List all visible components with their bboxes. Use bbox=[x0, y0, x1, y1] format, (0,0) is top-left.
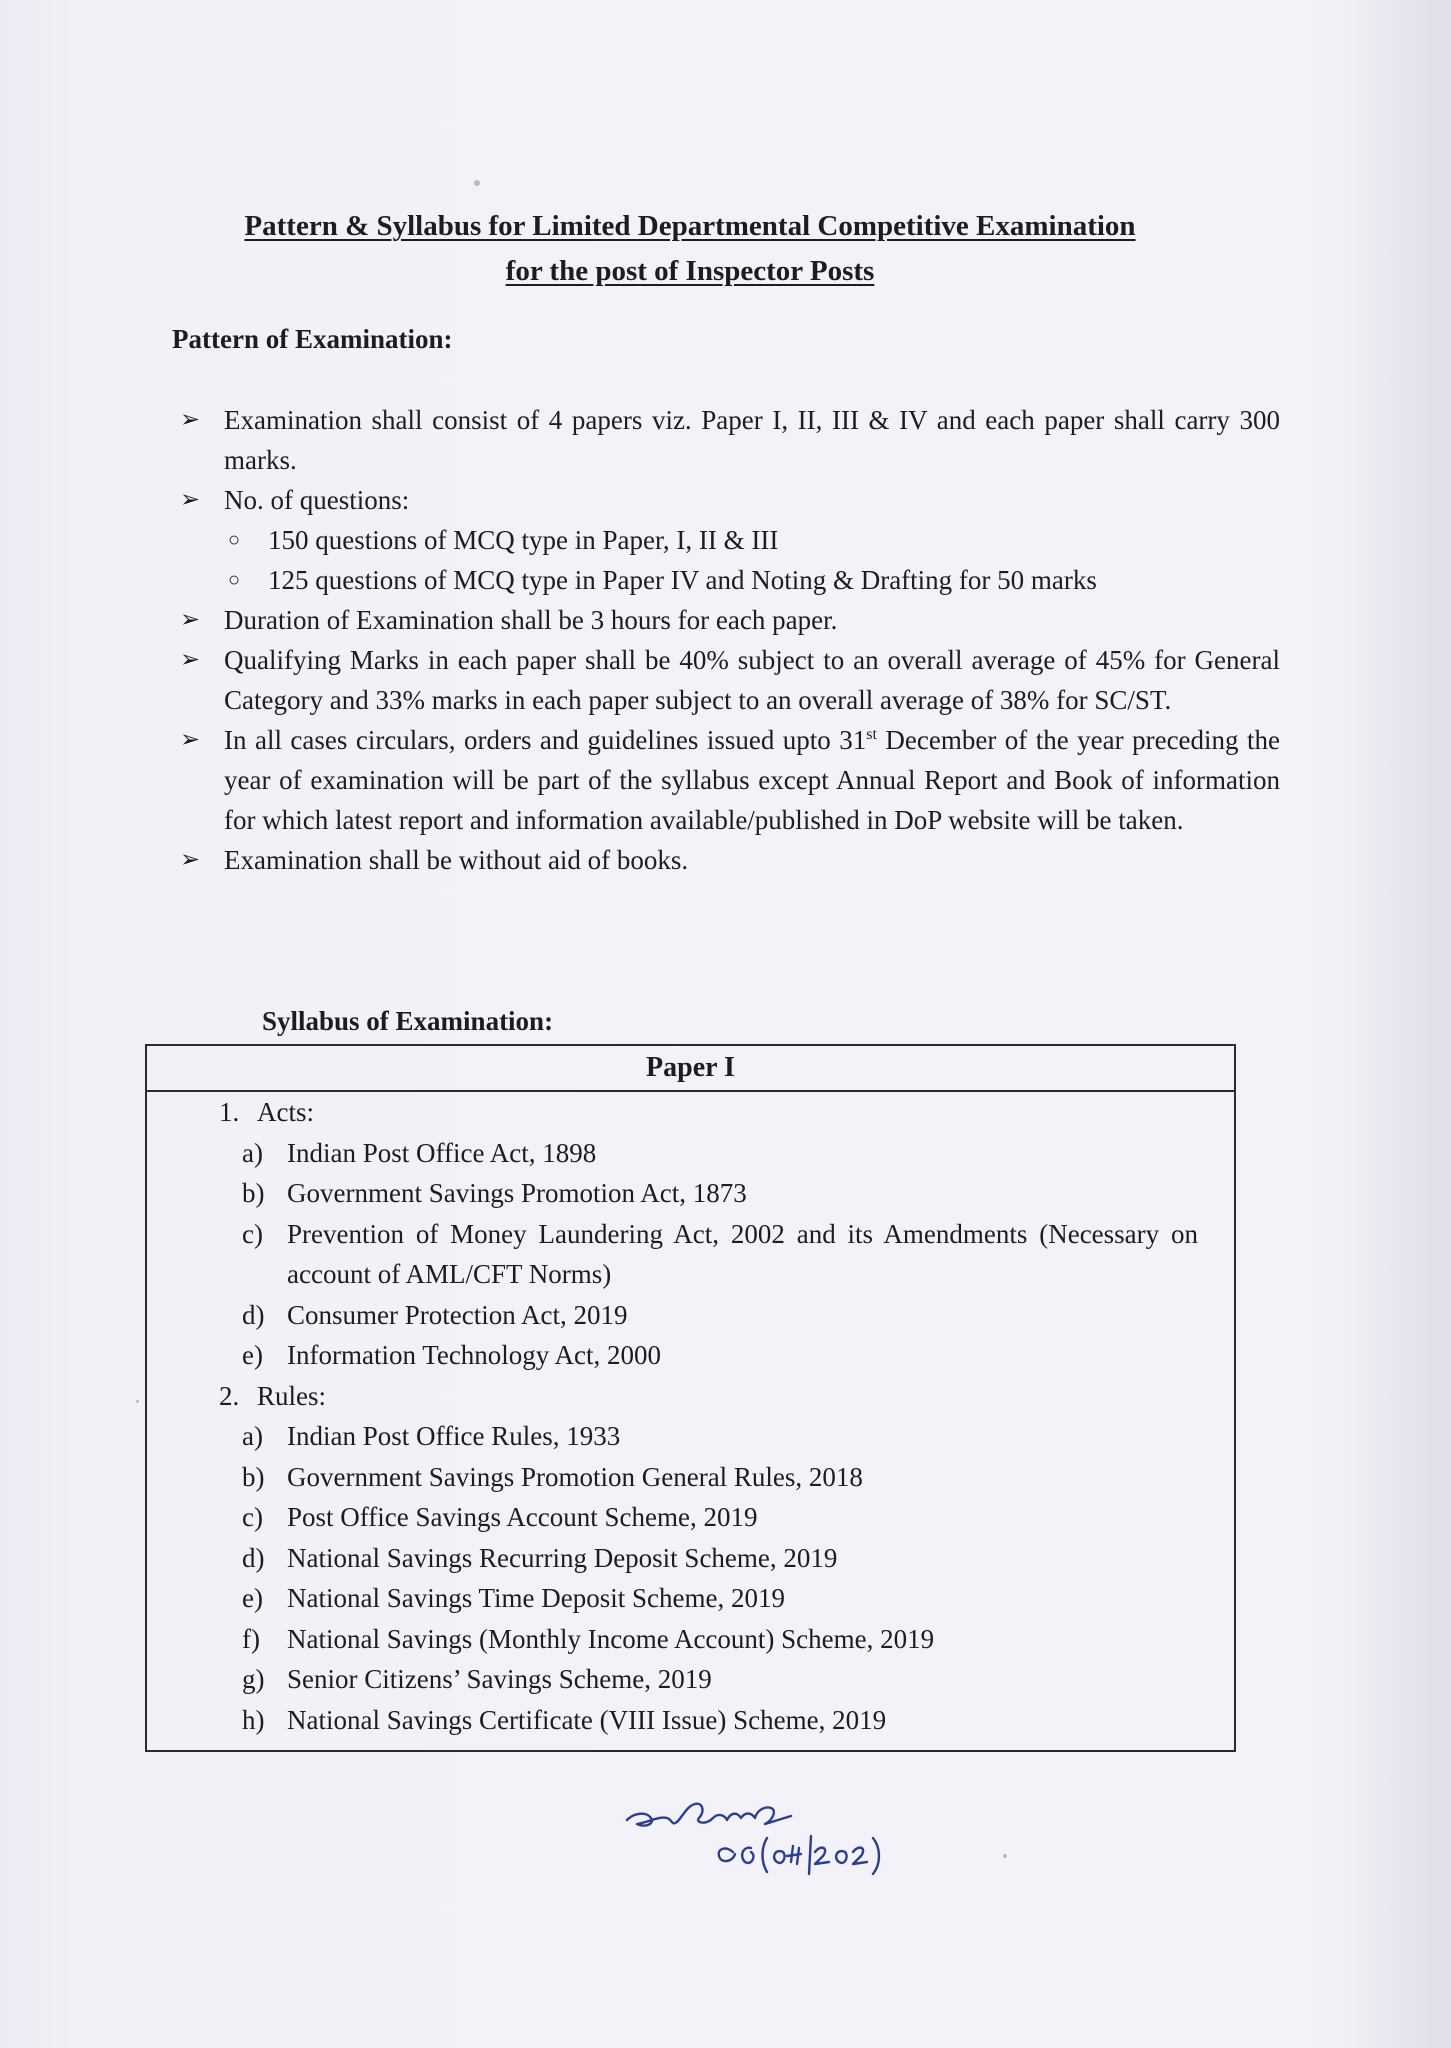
item-letter: c) bbox=[242, 1502, 263, 1532]
syllabus-item bbox=[147, 1173, 1234, 1214]
item-text: National Savings Certificate (VIII Issue) Scheme, 2019 bbox=[287, 1704, 887, 1735]
paper-title: Paper I bbox=[147, 1046, 1234, 1092]
syllabus-item bbox=[147, 1700, 1234, 1741]
questions-sub-text: 125 questions of MCQ type in Paper IV and Noting & Drafting for 50 marks bbox=[268, 565, 1097, 595]
pattern-bullet-text: Examination shall consist of 4 papers viz. Paper I, II, III & IV and each paper shall carry 300 marks. bbox=[224, 405, 1280, 475]
arrowhead-bullet-icon: ➢ bbox=[180, 407, 201, 433]
syllabus-item bbox=[147, 1538, 1234, 1579]
syllabus-item bbox=[147, 1659, 1234, 1700]
pattern-bullet-text: No. of questions: bbox=[224, 485, 410, 515]
scan-speck bbox=[474, 180, 480, 186]
syllabus-group-title bbox=[147, 1092, 1234, 1133]
scan-edge-shadow bbox=[1356, 0, 1451, 2048]
item-letter: h) bbox=[242, 1704, 265, 1735]
group-title-text: Rules: bbox=[257, 1380, 327, 1411]
item-letter: g) bbox=[242, 1664, 265, 1694]
syllabus-item bbox=[147, 1416, 1234, 1457]
pattern-bullet-text: Duration of Examination shall be 3 hours for each paper. bbox=[224, 605, 838, 635]
arrowhead-bullet-icon: ➢ bbox=[180, 727, 201, 753]
syllabus-group-title bbox=[147, 1376, 1234, 1417]
paper-syllabus-list bbox=[147, 1092, 1234, 1740]
item-letter: b) bbox=[242, 1178, 265, 1208]
syllabus-item bbox=[147, 1133, 1234, 1174]
arrowhead-bullet-icon: ➢ bbox=[180, 647, 201, 673]
pattern-bullet-list bbox=[180, 400, 1280, 880]
item-letter: b) bbox=[242, 1461, 265, 1492]
pattern-bullet bbox=[180, 640, 1280, 720]
item-letter: f) bbox=[242, 1623, 260, 1654]
circulars-ordinal-suffix: st bbox=[866, 726, 877, 743]
scan-speck bbox=[1003, 1854, 1007, 1858]
item-text: Indian Post Office Rules, 1933 bbox=[287, 1421, 621, 1451]
pattern-heading: Pattern of Examination: bbox=[172, 324, 453, 354]
item-letter: d) bbox=[242, 1299, 265, 1330]
circulars-text-after: December of the year preceding the year of examination will be part of the syllabus except Annual Report and Book of information for which latest report and information available/published in DoP website will be taken. bbox=[224, 725, 1280, 835]
item-text: Government Savings Promotion Act, 1873 bbox=[287, 1178, 747, 1208]
item-letter: a) bbox=[242, 1137, 263, 1168]
pattern-bullet bbox=[180, 400, 1280, 480]
document-title-line-1: Pattern & Syllabus for Limited Departmental Competitive Examination bbox=[244, 210, 1136, 242]
syllabus-item bbox=[147, 1214, 1234, 1295]
item-letter: e) bbox=[242, 1583, 263, 1613]
item-text: Prevention of Money Laundering Act, 2002 and its Amendments (Necessary on account of AML/CFT Norms) bbox=[287, 1218, 1198, 1289]
pattern-bullet bbox=[180, 600, 1280, 640]
syllabus-item bbox=[147, 1619, 1234, 1660]
syllabus-item bbox=[147, 1578, 1234, 1619]
item-letter: e) bbox=[242, 1340, 263, 1370]
item-text: Senior Citizens’ Savings Scheme, 2019 bbox=[287, 1664, 712, 1694]
item-letter: c) bbox=[242, 1218, 263, 1249]
pattern-bullet-text: Examination shall be without aid of books. bbox=[224, 845, 689, 875]
item-text: Indian Post Office Act, 1898 bbox=[287, 1137, 597, 1168]
group-title-text: Acts: bbox=[257, 1097, 314, 1127]
document-title-line-2: for the post of Inspector Posts bbox=[505, 255, 875, 287]
group-number: 1. bbox=[219, 1097, 240, 1127]
item-text: Government Savings Promotion General Rules, 2018 bbox=[287, 1461, 863, 1492]
circle-bullet-icon: ○ bbox=[228, 529, 241, 551]
item-text: National Savings Time Deposit Scheme, 2019 bbox=[287, 1583, 785, 1613]
questions-sub-text: 150 questions of MCQ type in Paper, I, II & III bbox=[268, 525, 779, 555]
arrowhead-bullet-icon: ➢ bbox=[180, 847, 201, 873]
pattern-bullet bbox=[180, 720, 1280, 840]
paper-table bbox=[145, 1044, 1236, 1752]
group-number: 2. bbox=[219, 1380, 240, 1411]
questions-sub-item bbox=[224, 560, 1280, 600]
item-text: Consumer Protection Act, 2019 bbox=[287, 1299, 628, 1330]
item-text: National Savings Recurring Deposit Scheme, 2019 bbox=[287, 1542, 838, 1573]
syllabus-item bbox=[147, 1295, 1234, 1336]
syllabus-item bbox=[147, 1457, 1234, 1498]
handwritten-signature bbox=[615, 1782, 895, 1882]
item-letter: a) bbox=[242, 1421, 263, 1451]
circulars-text-before: In all cases circulars, orders and guidelines issued upto 31 bbox=[224, 725, 867, 755]
item-letter: d) bbox=[242, 1542, 265, 1573]
item-text: Post Office Savings Account Scheme, 2019 bbox=[287, 1502, 758, 1532]
item-text: Information Technology Act, 2000 bbox=[287, 1340, 662, 1370]
arrowhead-bullet-icon: ➢ bbox=[180, 607, 201, 633]
item-text: National Savings (Monthly Income Account) Scheme, 2019 bbox=[287, 1623, 935, 1654]
syllabus-heading: Syllabus of Examination: bbox=[262, 1006, 554, 1036]
pattern-bullet bbox=[180, 840, 1280, 880]
questions-sub-item bbox=[224, 520, 1280, 560]
circle-bullet-icon: ○ bbox=[228, 569, 241, 591]
pattern-bullet-text: Qualifying Marks in each paper shall be 40% subject to an overall average of 45% for General Category and 33% marks in each paper subject to an overall average of 38% for SC/ST. bbox=[224, 645, 1280, 715]
arrowhead-bullet-icon: ➢ bbox=[180, 487, 201, 513]
syllabus-item bbox=[147, 1335, 1234, 1376]
pattern-bullet bbox=[180, 480, 1280, 600]
syllabus-item bbox=[147, 1497, 1234, 1538]
questions-sub-list bbox=[224, 520, 1280, 600]
scan-speck bbox=[136, 1400, 139, 1403]
